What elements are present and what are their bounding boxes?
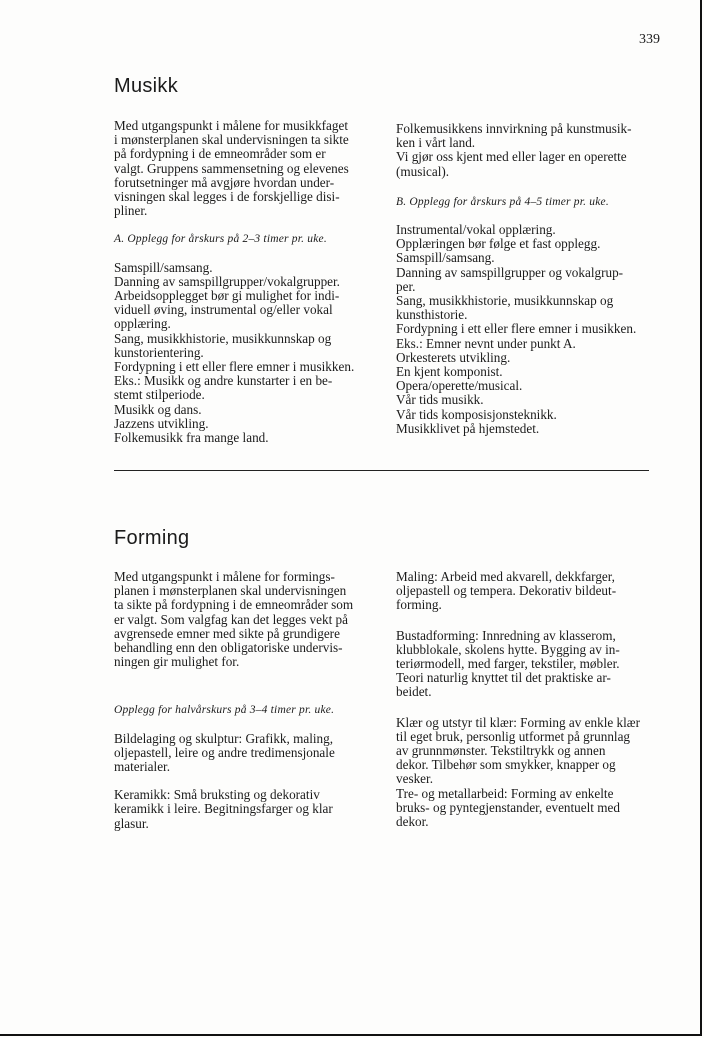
forming-tre: Tre- og metallarbeid: Forming av enkelte bruks- og pyntegjenstander, eventuelt med dekor. <box>396 785 620 830</box>
forming-bildelaging: Bildelaging og skulptur: Grafikk, maling, oljepastell, leire og andre tredimensjonale materialer. <box>114 730 335 775</box>
musikk-left-column <box>114 119 374 445</box>
page-number: 339 <box>639 32 660 47</box>
forming-heading: Forming <box>114 527 190 550</box>
musikk-plan-b-items: Instrumental/vokal opplæring. Opplæringen bør følge et fast opplegg. Samspill/samsang. Danning av samspillgrupper og vokalgrup- per. Sang, musikkhistorie, musikkunnskap og kunsthistorie. Fordypning i ett eller flere emner i musikken. Eks.: Emner nevnt under punkt A. Orkesterets utvikling. En kjent komponist. Opera/operette/musical. Vår tids musikk. Vår tids komposisjonsteknikk. Musikklivet på hjemstedet. <box>396 222 637 436</box>
musikk-intro: Med utgangspunkt i målene for musikkfaget i mønsterplanen skal undervisningen ta sikte på fordypning i de emneområder som er valgt. Gruppens sammensetning og elevenes forutsetninger må avgjøre hvordan under- visningen skal legges i de forskjellige disi- pliner. <box>114 118 349 219</box>
musikk-heading: Musikk <box>114 75 179 98</box>
musikk-plan-a-heading: A. Opplegg for årskurs på 2–3 timer pr. uke. <box>114 233 327 246</box>
forming-klaer: Klær og utstyr til klær: Forming av enkle klær til eget bruk, personlig utformet på grunnlag av grunnmønster. Tekstiltrykk og annen dekor. Tilbehør som smykker, knapper og vesker. <box>396 714 640 787</box>
forming-bustadforming: Bustadforming: Innredning av klasserom, klubblokale, skolens hytte. Bygging av in- teriørmodell, med farger, tekstiler, møbler. Teori naturlig knyttet til det praktiske ar- beidet. <box>396 627 620 700</box>
forming-keramikk: Keramikk: Små bruksting og dekorativ keramikk i leire. Begitningsfarger og klar glasur. <box>114 787 333 831</box>
musikk-plan-b-heading: B. Opplegg for årskurs på 4–5 timer pr. uke. <box>396 195 609 208</box>
musikk-right-intro: Folkemusikkens innvirkning på kunstmusik- ken i vårt land. Vi gjør oss kjent med eller lager en operette (musical). <box>396 121 632 179</box>
section-divider <box>114 470 649 471</box>
forming-left-column <box>114 570 374 831</box>
forming-maling: Maling: Arbeid med akvarell, dekkfarger, oljepastell og tempera. Dekorativ bildeut- forming. <box>396 569 617 613</box>
musikk-plan-a-items: Samspill/samsang. Danning av samspillgrupper/vokalgrupper. Arbeidsopplegget bør gi mulighet for indi- viduell øving, instrumental og/eller vokal opplæring. Sang, musikkhistorie, musikkunnskap og kunstorientering. Fordypning i ett eller flere emner i musikken. Eks.: Musikk og andre kunstarter i en be- stemt stilperiode. Musikk og dans. Jazzens utvikling. Folkemusikk fra mange land. <box>114 259 355 446</box>
forming-right-column <box>396 570 656 829</box>
forming-intro: Med utgangspunkt i målene for formings- planen i mønsterplanen skal undervisningen ta sikte på fordypning i de emneområder som er valgt. Som valgfag kan det legges vekt på avgrensede emner med sikte på grundigere behandling enn den obligatoriske undervis- ningen gir mulighet for. <box>114 569 354 670</box>
musikk-right-column <box>396 122 656 436</box>
forming-plan-heading: Opplegg for halvårskurs på 3–4 timer pr. uke. <box>114 704 335 717</box>
